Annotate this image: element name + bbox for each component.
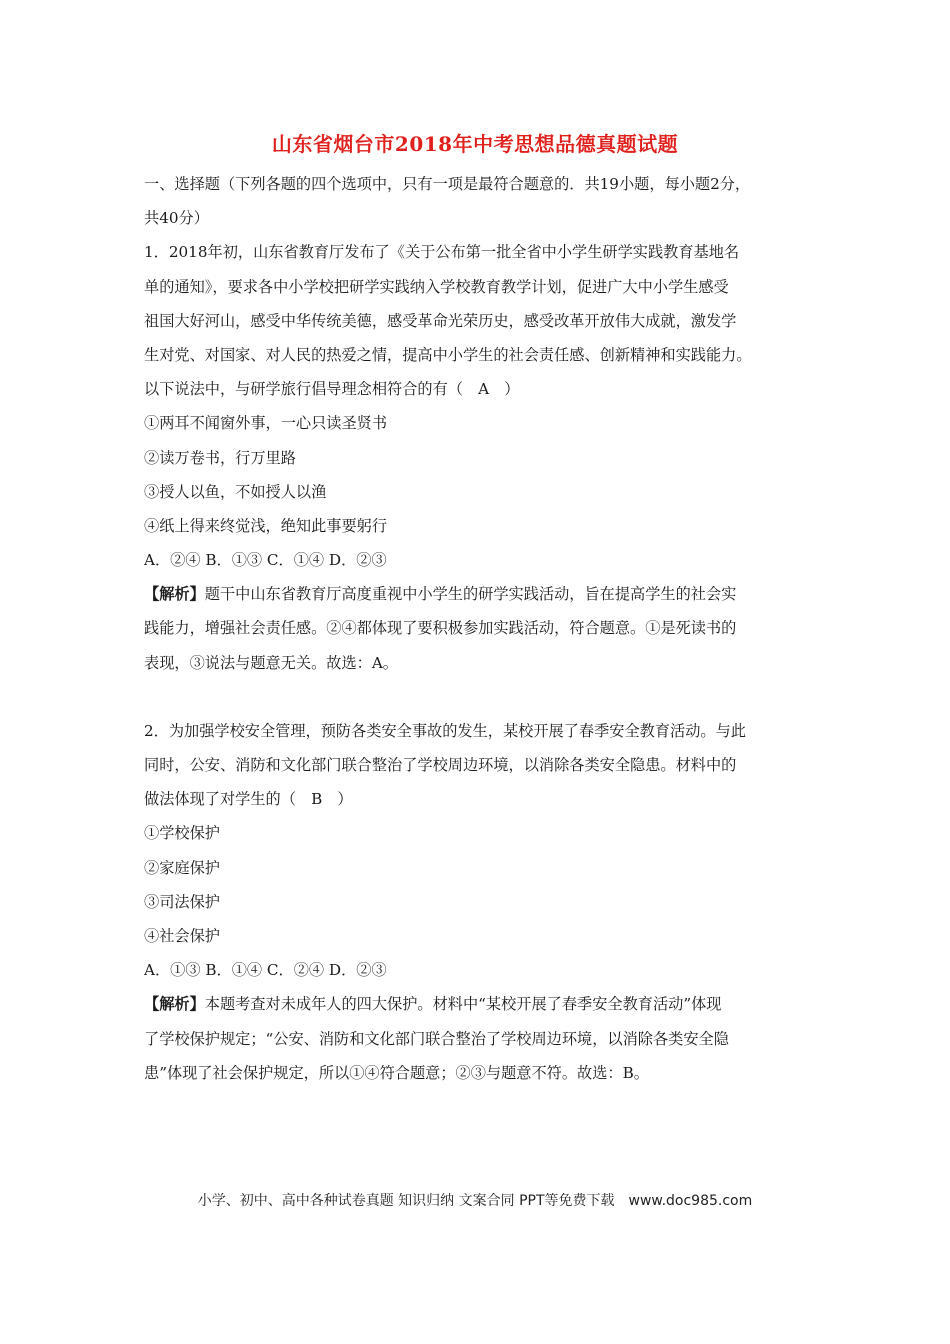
- question-2-option: ②家庭保护: [144, 858, 220, 877]
- question-2-option: ①学校保护: [144, 824, 220, 843]
- question-1-option: ①两耳不闻窗外事，一心只读圣贤书: [144, 414, 387, 433]
- analysis-label: 【解析】: [144, 585, 205, 604]
- question-2-analysis: [144, 987, 812, 1021]
- question-1-line: 1．2018年初，山东省教育厅发布了《关于公布第一批全省中小学生研学实践教育基地名: [144, 243, 740, 262]
- question-1-analysis: [144, 577, 812, 611]
- question-1-option: ②读万卷书，行万里路: [144, 448, 296, 467]
- question-2-line: 做法体现了对学生的（ B ）: [144, 790, 353, 809]
- question-1-analysis-line: 践能力，增强社会责任感。②④都体现了要积极参加实践活动，符合题意。①是死读书的: [144, 619, 737, 638]
- analysis-text: 题干中山东省教育厅高度重视中小学生的研学实践活动，旨在提高学生的社会实: [204, 585, 737, 604]
- footer-note: 小学、初中、高中各种试卷真题 知识归纳 文案合同 PPT等免费下载 www.doc985.com: [197, 1193, 753, 1209]
- question-1-line: 生对党、对国家、对人民的热爱之情，提高中小学生的社会责任感、创新精神和实践能力。: [144, 345, 752, 364]
- question-1-option: ③授人以鱼，不如授人以渔: [144, 482, 327, 501]
- question-2-analysis-line: 了学校保护规定；“公安、消防和文化部门联合整治了学校周边环境，以消除各类安全隐: [144, 1029, 729, 1048]
- question-2-line: 同时，公安、消防和文化部门联合整治了学校周边环境，以消除各类安全隐患。材料中的: [144, 756, 737, 774]
- spacer: [144, 680, 812, 714]
- question-1-analysis-line: 表现，③说法与题意无关。故选：A。: [144, 653, 398, 672]
- question-2-option: ④社会保护: [144, 926, 220, 945]
- analysis-text: 本题考查对未成年人的四大保护。材料中“某校开展了春季安全教育活动”体现: [204, 995, 722, 1014]
- question-1-line: 祖国大好河山，感受中华传统美德，感受革命光荣历史，感受改革开放伟大成就，激发学: [144, 311, 737, 330]
- question-2-analysis-line: 患”体现了社会保护规定，所以①④符合题意；②③与题意不符。故选：B。: [144, 1063, 649, 1082]
- document-body: [144, 167, 812, 1090]
- question-1-line: 单的通知》，要求各中小学校把研学实践纳入学校教育教学计划，促进广大中小学生感受: [144, 277, 729, 296]
- question-1-option: ④纸上得来终觉浅，绝知此事要躬行: [144, 516, 387, 535]
- section-heading-line: 共40分）: [144, 209, 209, 228]
- question-2-option: ③司法保护: [144, 892, 220, 911]
- question-2-choices: A．①③ B．①④ C．②④ D．②③: [144, 961, 387, 980]
- analysis-label: 【解析】: [144, 995, 205, 1014]
- section-heading-line: 一、选择题（下列各题的四个选项中，只有一项是最符合题意的．共19小题，每小题2分，: [144, 175, 751, 193]
- document-title: 山东省烟台市2018年中考思想品德真题试题: [271, 132, 679, 156]
- question-1-choices: A．②④ B．①③ C．①④ D．②③: [144, 551, 387, 570]
- question-2-line: 2．为加强学校安全管理，预防各类安全事故的发生，某校开展了春季安全教育活动。与此: [144, 721, 746, 740]
- question-1-line: 以下说法中，与研学旅行倡导理念相符合的有（ A ）: [144, 380, 520, 399]
